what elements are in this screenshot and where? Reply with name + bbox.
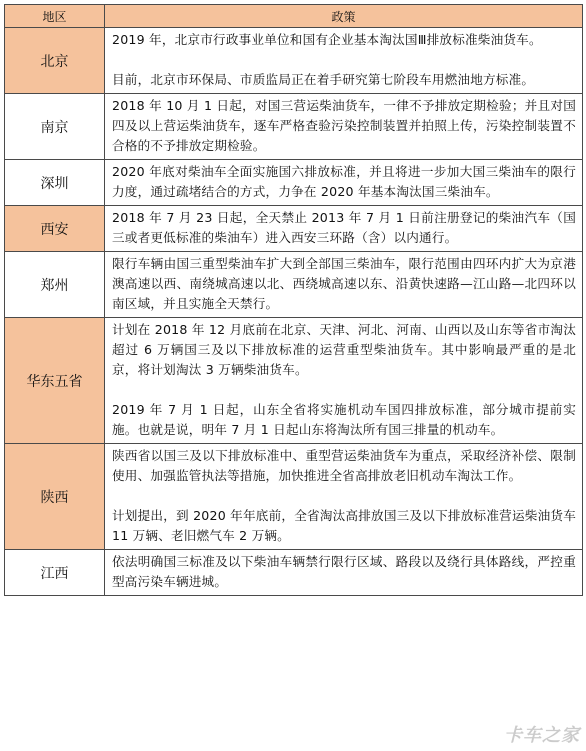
- policy-paragraph: 计划提出，到 2020 年年底前，全省淘汰高排放国三及以下排放标准营运柴油货车 11 万辆、老旧燃气车 2 万辆。: [112, 508, 576, 543]
- table-row: [5, 94, 583, 160]
- table-header: [5, 5, 583, 28]
- header-row: [5, 5, 583, 28]
- policy-cell: [105, 206, 583, 252]
- policy-paragraph: 2019 年，北京市行政事业单位和国有企业基本淘汰国Ⅲ排放标准柴油货车。: [112, 32, 542, 47]
- policy-paragraph: 限行车辆由国三重型柴油车扩大到全部国三柴油车，限行范围由四环内扩大为京港澳高速以西、南绕城高速以北、西绕城高速以东、沿黄快速路—江山路—北四环以南区域，并且实施全天禁行。: [112, 256, 576, 311]
- header-region: 地区: [5, 5, 105, 28]
- policy-cell: [105, 318, 583, 444]
- region-cell: 西安: [5, 206, 105, 252]
- region-cell: 陕西: [5, 444, 105, 550]
- policy-paragraph: 2019 年 7 月 1 日起，山东全省将实施机动车国四排放标准，部分城市提前实施。也就是说，明年 7 月 1 日起山东将淘汰所有国三排量的机动车。: [112, 402, 576, 437]
- policy-cell: [105, 252, 583, 318]
- policy-table: [4, 4, 583, 596]
- region-cell: 南京: [5, 94, 105, 160]
- policy-cell: [105, 94, 583, 160]
- region-cell: 郑州: [5, 252, 105, 318]
- policy-paragraph: 计划在 2018 年 12 月底前在北京、天津、河北、河南、山西以及山东等省市淘汰超过 6 万辆国三及以下排放标准的运营重型柴油货车。其中影响最严重的是北京，将计划淘汰 3 万辆柴油货车。: [112, 322, 576, 377]
- table-row: [5, 318, 583, 444]
- table-row: [5, 550, 583, 596]
- policy-paragraph: 2020 年底对柴油车全面实施国六排放标准，并且将进一步加大国三柴油车的限行力度，通过疏堵结合的方式，力争在 2020 年基本淘汰国三柴油车。: [112, 164, 576, 199]
- policy-paragraph: 2018 年 10 月 1 日起，对国三营运柴油货车，一律不予排放定期检验；并且对国四及以上营运柴油货车，逐车严格查验污染控制装置并拍照上传，污染控制装置不合格的不予排放定期检验。: [112, 98, 576, 153]
- table-row: [5, 252, 583, 318]
- policy-paragraph: 2018 年 7 月 23 日起，全天禁止 2013 年 7 月 1 日前注册登记的柴油汽车（国三或者更低标准的柴油车）进入西安三环路（含）以内通行。: [112, 210, 576, 245]
- policy-cell: [105, 28, 583, 94]
- region-cell: 北京: [5, 28, 105, 94]
- watermark-logo: 卡车之家: [504, 725, 580, 746]
- policy-cell: [105, 550, 583, 596]
- table-row: [5, 444, 583, 550]
- policy-cell: [105, 160, 583, 206]
- region-cell: 深圳: [5, 160, 105, 206]
- policy-paragraph: 陕西省以国三及以下排放标准中、重型营运柴油货车为重点，采取经济补偿、限制使用、加强监管执法等措施，加快推进全省高排放老旧机动车淘汰工作。: [112, 448, 576, 483]
- policy-paragraph: 目前，北京市环保局、市质监局正在着手研究第七阶段车用燃油地方标准。: [112, 72, 535, 87]
- region-cell: 华东五省: [5, 318, 105, 444]
- table-row: [5, 160, 583, 206]
- header-policy: 政策: [105, 5, 583, 28]
- policy-paragraph: 依法明确国三标准及以下柴油车辆禁行限行区域、路段以及绕行具体路线，严控重型高污染车辆进城。: [112, 554, 576, 589]
- table-row: [5, 28, 583, 94]
- policy-cell: [105, 444, 583, 550]
- region-cell: 江西: [5, 550, 105, 596]
- table-row: [5, 206, 583, 252]
- table-body: [5, 28, 583, 596]
